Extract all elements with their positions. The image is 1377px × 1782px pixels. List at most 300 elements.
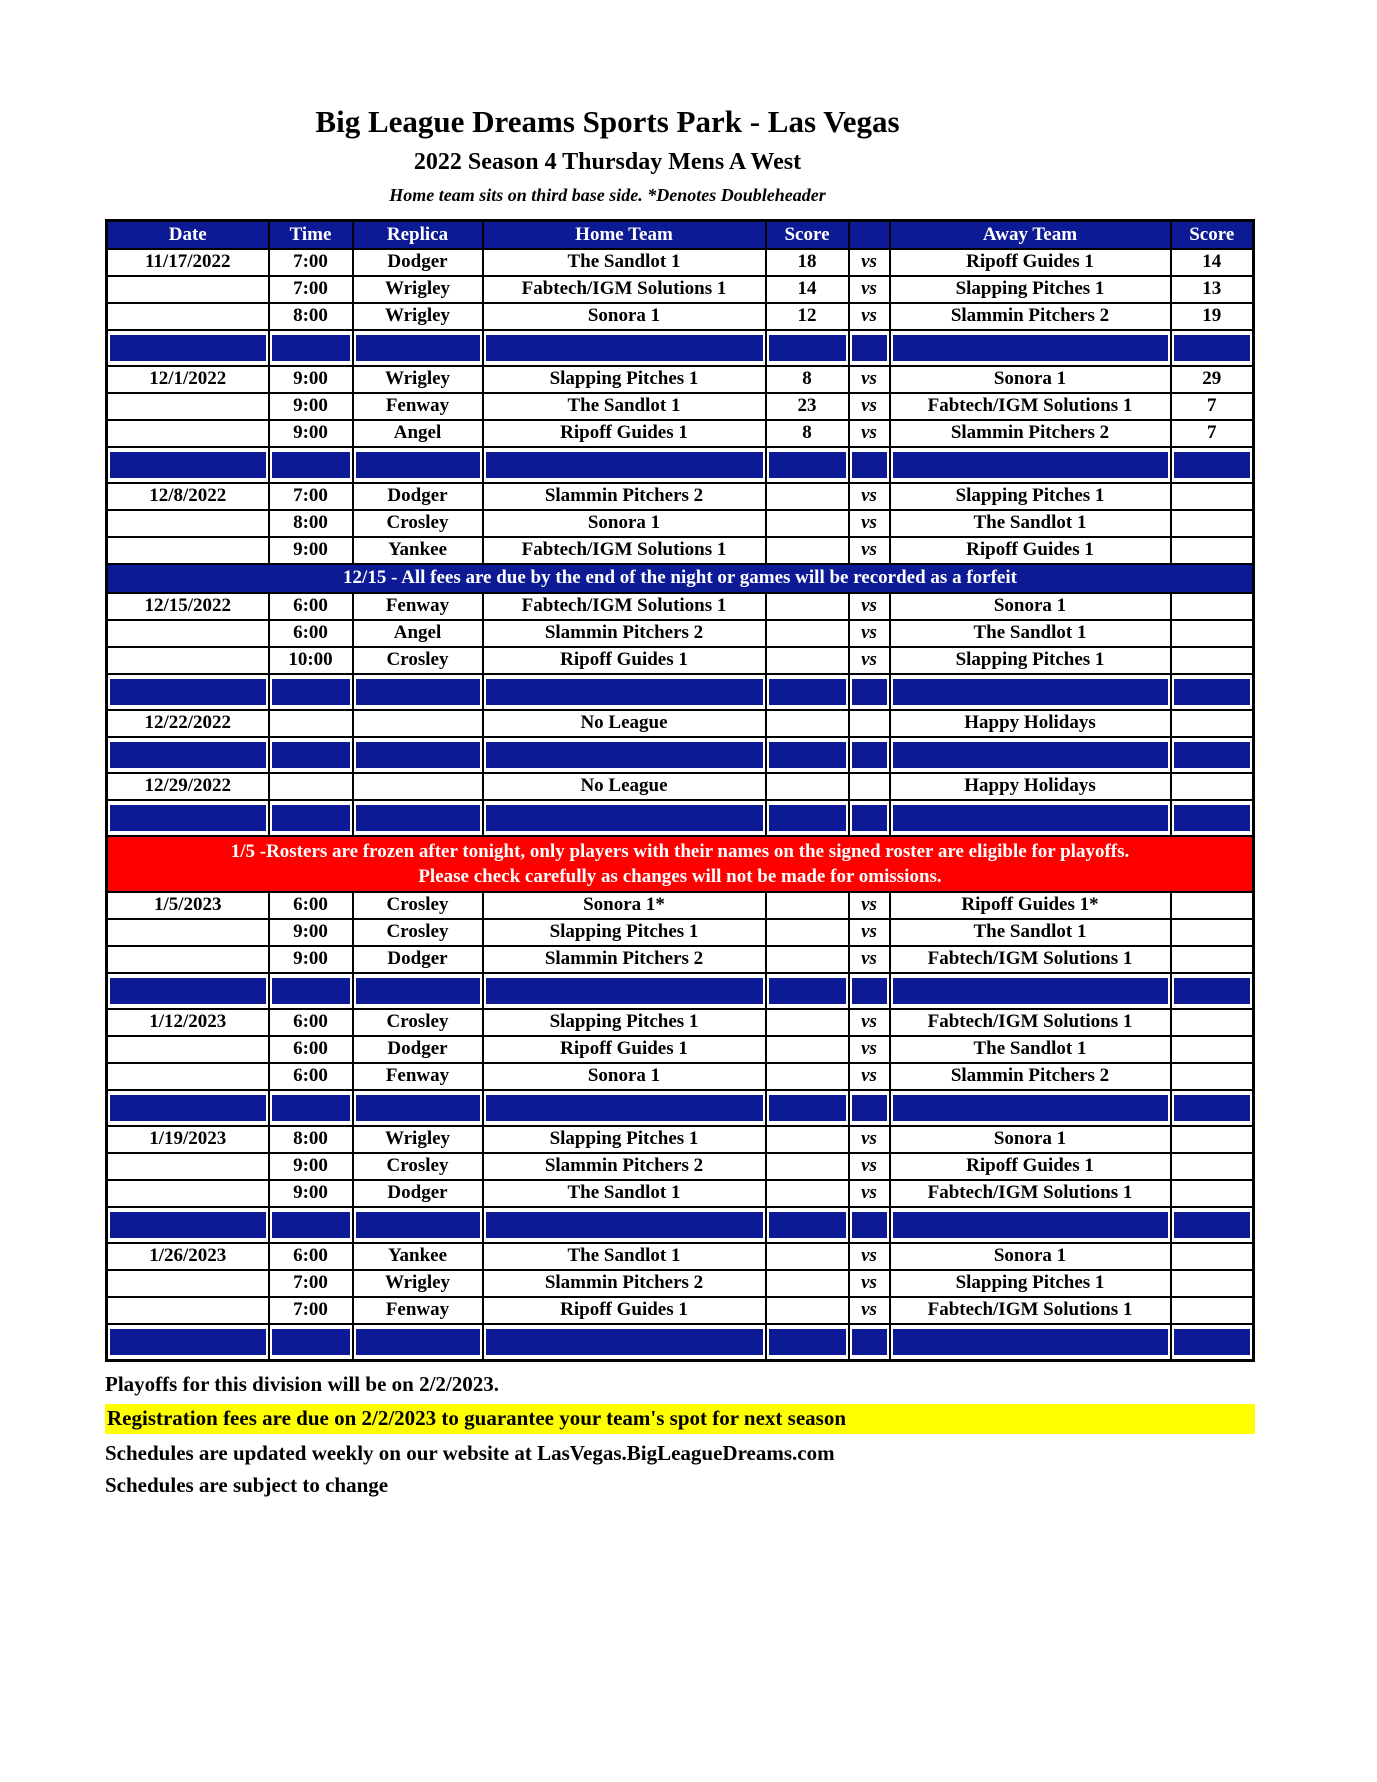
time-cell: 6:00 — [269, 593, 353, 620]
separator-cell — [890, 1090, 1171, 1126]
date-cell — [107, 1180, 269, 1207]
separator-band — [356, 1212, 480, 1238]
away-team-cell: Slapping Pitches 1 — [890, 647, 1171, 674]
separator-cell — [766, 1090, 849, 1126]
time-cell: 7:00 — [269, 483, 353, 510]
separator-cell — [353, 674, 483, 710]
time-cell: 6:00 — [269, 892, 353, 919]
home-score-cell — [766, 1243, 849, 1270]
replica-cell: Fenway — [353, 1297, 483, 1324]
home-team-cell: Slapping Pitches 1 — [483, 1126, 766, 1153]
separator-cell — [849, 674, 890, 710]
time-cell: 6:00 — [269, 1036, 353, 1063]
vs-cell: vs — [849, 1297, 890, 1324]
separator-cell — [107, 1324, 269, 1361]
home-team-cell: Sonora 1* — [483, 892, 766, 919]
separator-cell — [1171, 447, 1254, 483]
away-score-cell: 7 — [1171, 420, 1254, 447]
separator-cell — [483, 1207, 766, 1243]
footer-playoffs-line: Playoffs for this division will be on 2/2/2023. — [105, 1371, 499, 1396]
separator-band — [1174, 679, 1251, 705]
away-team-cell: Fabtech/IGM Solutions 1 — [890, 1009, 1171, 1036]
away-score-cell — [1171, 1270, 1254, 1297]
home-score-cell — [766, 773, 849, 800]
separator-cell — [766, 1207, 849, 1243]
separator-cell — [766, 973, 849, 1009]
date-cell — [107, 1036, 269, 1063]
time-cell: 10:00 — [269, 647, 353, 674]
separator-cell — [107, 1207, 269, 1243]
date-cell: 1/19/2023 — [107, 1126, 269, 1153]
home-score-cell — [766, 1036, 849, 1063]
notice-cell: 12/15 - All fees are due by the end of the night or games will be recorded as a forfeit — [107, 564, 1254, 593]
schedule-table — [105, 219, 1255, 1362]
separator-band — [110, 742, 266, 768]
vs-cell: vs — [849, 946, 890, 973]
separator-band — [110, 978, 266, 1004]
time-cell: 7:00 — [269, 249, 353, 276]
replica-cell: Dodger — [353, 249, 483, 276]
home-score-cell: 14 — [766, 276, 849, 303]
separator-row — [107, 674, 1254, 710]
time-cell: 6:00 — [269, 1063, 353, 1090]
separator-band — [852, 452, 887, 478]
separator-band — [1174, 335, 1251, 361]
replica-cell — [353, 773, 483, 800]
home-team-cell: Slammin Pitchers 2 — [483, 1153, 766, 1180]
separator-band — [852, 1329, 887, 1355]
separator-band — [852, 978, 887, 1004]
page-note: Home team sits on third base side. *Denotes Doubleheader — [389, 184, 826, 205]
vs-cell: vs — [849, 919, 890, 946]
vs-cell: vs — [849, 593, 890, 620]
separator-cell — [107, 1090, 269, 1126]
replica-cell: Wrigley — [353, 366, 483, 393]
separator-cell — [483, 973, 766, 1009]
separator-cell — [849, 800, 890, 836]
away-team-cell: Sonora 1 — [890, 1243, 1171, 1270]
separator-cell — [766, 330, 849, 366]
time-cell: 7:00 — [269, 276, 353, 303]
separator-cell — [483, 447, 766, 483]
separator-band — [893, 335, 1168, 361]
separator-band — [356, 1095, 480, 1121]
home-team-cell: Fabtech/IGM Solutions 1 — [483, 276, 766, 303]
game-row — [107, 510, 1254, 537]
time-cell: 6:00 — [269, 1243, 353, 1270]
home-team-cell: Sonora 1 — [483, 510, 766, 537]
away-score-cell: 14 — [1171, 249, 1254, 276]
date-cell: 12/22/2022 — [107, 710, 269, 737]
home-team-cell: Ripoff Guides 1 — [483, 647, 766, 674]
separator-band — [110, 1095, 266, 1121]
time-cell: 9:00 — [269, 946, 353, 973]
away-team-cell: The Sandlot 1 — [890, 919, 1171, 946]
date-cell — [107, 647, 269, 674]
home-score-cell — [766, 892, 849, 919]
game-row — [107, 892, 1254, 919]
away-team-cell: Ripoff Guides 1 — [890, 537, 1171, 564]
game-row — [107, 620, 1254, 647]
separator-band — [1174, 1212, 1251, 1238]
vs-cell: vs — [849, 483, 890, 510]
separator-band — [272, 1212, 350, 1238]
separator-row — [107, 800, 1254, 836]
banner-row — [107, 836, 1254, 892]
separator-band — [356, 679, 480, 705]
away-team-cell: Slammin Pitchers 2 — [890, 420, 1171, 447]
home-team-cell: Fabtech/IGM Solutions 1 — [483, 593, 766, 620]
separator-cell — [107, 674, 269, 710]
home-team-cell: Slammin Pitchers 2 — [483, 946, 766, 973]
separator-cell — [353, 330, 483, 366]
home-score-cell — [766, 620, 849, 647]
column-header — [849, 220, 890, 249]
replica-cell: Crosley — [353, 647, 483, 674]
vs-cell: vs — [849, 1126, 890, 1153]
away-team-cell: Sonora 1 — [890, 366, 1171, 393]
separator-cell — [849, 737, 890, 773]
replica-cell: Wrigley — [353, 276, 483, 303]
game-row — [107, 1180, 1254, 1207]
date-cell — [107, 620, 269, 647]
date-cell: 1/12/2023 — [107, 1009, 269, 1036]
away-score-cell — [1171, 510, 1254, 537]
separator-band — [272, 742, 350, 768]
separator-cell — [849, 330, 890, 366]
date-cell — [107, 1297, 269, 1324]
away-team-cell: Fabtech/IGM Solutions 1 — [890, 1180, 1171, 1207]
away-score-cell: 7 — [1171, 393, 1254, 420]
separator-cell — [483, 330, 766, 366]
holiday-row — [107, 773, 1254, 800]
game-row — [107, 593, 1254, 620]
time-cell: 7:00 — [269, 1297, 353, 1324]
separator-cell — [1171, 800, 1254, 836]
away-score-cell — [1171, 1036, 1254, 1063]
separator-band — [272, 335, 350, 361]
page-subtitle: 2022 Season 4 Thursday Mens A West — [413, 148, 802, 175]
date-cell — [107, 1063, 269, 1090]
away-score-cell: 19 — [1171, 303, 1254, 330]
separator-cell — [849, 1324, 890, 1361]
home-team-cell: No League — [483, 773, 766, 800]
away-score-cell — [1171, 1297, 1254, 1324]
vs-cell: vs — [849, 1036, 890, 1063]
separator-band — [486, 1212, 763, 1238]
separator-band — [1174, 452, 1251, 478]
home-score-cell — [766, 710, 849, 737]
home-team-cell: Slapping Pitches 1 — [483, 366, 766, 393]
notice-row — [107, 564, 1254, 593]
separator-cell — [890, 973, 1171, 1009]
column-header: Time — [269, 220, 353, 249]
separator-band — [486, 978, 763, 1004]
away-team-cell: Slapping Pitches 1 — [890, 483, 1171, 510]
separator-cell — [483, 1090, 766, 1126]
separator-cell — [269, 447, 353, 483]
separator-cell — [766, 674, 849, 710]
separator-band — [893, 452, 1168, 478]
replica-cell: Fenway — [353, 393, 483, 420]
separator-band — [769, 1329, 846, 1355]
away-team-cell: Slammin Pitchers 2 — [890, 303, 1171, 330]
separator-cell — [890, 447, 1171, 483]
separator-cell — [890, 737, 1171, 773]
separator-band — [852, 679, 887, 705]
away-score-cell — [1171, 1153, 1254, 1180]
away-score-cell — [1171, 1063, 1254, 1090]
separator-band — [486, 805, 763, 831]
separator-cell — [269, 674, 353, 710]
replica-cell: Dodger — [353, 483, 483, 510]
away-score-cell — [1171, 919, 1254, 946]
holiday-row — [107, 710, 1254, 737]
home-score-cell — [766, 1297, 849, 1324]
separator-row — [107, 737, 1254, 773]
home-score-cell — [766, 537, 849, 564]
away-score-cell — [1171, 593, 1254, 620]
game-row — [107, 303, 1254, 330]
separator-cell — [483, 737, 766, 773]
separator-band — [769, 978, 846, 1004]
home-score-cell: 18 — [766, 249, 849, 276]
away-score-cell — [1171, 647, 1254, 674]
separator-cell — [353, 447, 483, 483]
separator-band — [852, 742, 887, 768]
separator-band — [893, 805, 1168, 831]
separator-band — [272, 978, 350, 1004]
vs-cell: vs — [849, 647, 890, 674]
separator-cell — [766, 1324, 849, 1361]
time-cell: 9:00 — [269, 393, 353, 420]
separator-band — [1174, 742, 1251, 768]
away-score-cell — [1171, 1243, 1254, 1270]
table-header-row — [107, 220, 1254, 249]
separator-band — [356, 805, 480, 831]
separator-cell — [849, 1207, 890, 1243]
away-team-cell: Sonora 1 — [890, 1126, 1171, 1153]
away-team-cell: Ripoff Guides 1 — [890, 1153, 1171, 1180]
vs-cell: vs — [849, 620, 890, 647]
game-row — [107, 483, 1254, 510]
separator-band — [110, 805, 266, 831]
vs-cell: vs — [849, 393, 890, 420]
game-row — [107, 1036, 1254, 1063]
replica-cell: Dodger — [353, 1180, 483, 1207]
separator-cell — [849, 447, 890, 483]
separator-band — [1174, 1095, 1251, 1121]
home-score-cell: 8 — [766, 420, 849, 447]
separator-band — [769, 452, 846, 478]
home-score-cell — [766, 483, 849, 510]
separator-cell — [353, 1324, 483, 1361]
game-row — [107, 1009, 1254, 1036]
separator-band — [486, 742, 763, 768]
home-team-cell: Slapping Pitches 1 — [483, 1009, 766, 1036]
separator-band — [893, 1095, 1168, 1121]
vs-cell: vs — [849, 1243, 890, 1270]
home-team-cell: The Sandlot 1 — [483, 393, 766, 420]
away-score-cell — [1171, 946, 1254, 973]
separator-cell — [269, 1090, 353, 1126]
separator-band — [356, 978, 480, 1004]
separator-band — [486, 1329, 763, 1355]
home-team-cell: Slammin Pitchers 2 — [483, 483, 766, 510]
separator-cell — [1171, 1090, 1254, 1126]
separator-band — [272, 1329, 350, 1355]
away-score-cell — [1171, 1009, 1254, 1036]
separator-band — [769, 679, 846, 705]
separator-cell — [890, 674, 1171, 710]
away-team-cell: The Sandlot 1 — [890, 1036, 1171, 1063]
separator-band — [852, 805, 887, 831]
home-score-cell — [766, 510, 849, 537]
separator-cell — [766, 447, 849, 483]
game-row — [107, 946, 1254, 973]
time-cell: 9:00 — [269, 366, 353, 393]
home-score-cell — [766, 919, 849, 946]
home-score-cell: 12 — [766, 303, 849, 330]
time-cell: 9:00 — [269, 420, 353, 447]
replica-cell: Fenway — [353, 1063, 483, 1090]
away-team-cell: Slammin Pitchers 2 — [890, 1063, 1171, 1090]
separator-band — [1174, 978, 1251, 1004]
separator-band — [852, 335, 887, 361]
home-score-cell — [766, 1009, 849, 1036]
separator-band — [769, 1212, 846, 1238]
vs-cell: vs — [849, 537, 890, 564]
separator-cell — [766, 800, 849, 836]
banner-line: 1/5 -Rosters are frozen after tonight, only players with their names on the signed roster are eligible for playoffs. — [230, 840, 1130, 862]
replica-cell — [353, 710, 483, 737]
replica-cell: Crosley — [353, 892, 483, 919]
time-cell: 9:00 — [269, 1153, 353, 1180]
replica-cell: Wrigley — [353, 1126, 483, 1153]
separator-band — [110, 1329, 266, 1355]
footer-registration-highlight: Registration fees are due on 2/2/2023 to guarantee your team's spot for next season — [105, 1404, 1255, 1434]
separator-cell — [269, 330, 353, 366]
separator-cell — [107, 973, 269, 1009]
home-score-cell — [766, 593, 849, 620]
separator-cell — [353, 1090, 483, 1126]
game-row — [107, 249, 1254, 276]
away-score-cell — [1171, 892, 1254, 919]
vs-cell: vs — [849, 510, 890, 537]
separator-cell — [269, 800, 353, 836]
home-score-cell: 8 — [766, 366, 849, 393]
separator-cell — [849, 1090, 890, 1126]
home-score-cell — [766, 946, 849, 973]
separator-band — [356, 335, 480, 361]
separator-band — [356, 1329, 480, 1355]
game-row — [107, 537, 1254, 564]
separator-cell — [269, 737, 353, 773]
date-cell — [107, 946, 269, 973]
replica-cell: Crosley — [353, 510, 483, 537]
away-score-cell — [1171, 620, 1254, 647]
separator-band — [356, 452, 480, 478]
separator-cell — [890, 800, 1171, 836]
separator-band — [486, 452, 763, 478]
separator-cell — [353, 973, 483, 1009]
game-row — [107, 420, 1254, 447]
vs-cell: vs — [849, 892, 890, 919]
replica-cell: Yankee — [353, 1243, 483, 1270]
separator-cell — [1171, 330, 1254, 366]
game-row — [107, 1270, 1254, 1297]
away-team-cell: Fabtech/IGM Solutions 1 — [890, 1297, 1171, 1324]
game-row — [107, 366, 1254, 393]
separator-band — [1174, 805, 1251, 831]
away-score-cell — [1171, 1126, 1254, 1153]
vs-cell: vs — [849, 1270, 890, 1297]
date-cell — [107, 1153, 269, 1180]
vs-cell: vs — [849, 420, 890, 447]
separator-row — [107, 1324, 1254, 1361]
column-header: Home Team — [483, 220, 766, 249]
date-cell — [107, 510, 269, 537]
vs-cell: vs — [849, 1009, 890, 1036]
time-cell: 8:00 — [269, 1126, 353, 1153]
separator-row — [107, 447, 1254, 483]
replica-cell: Angel — [353, 420, 483, 447]
banner-line: Please check carefully as changes will not be made for omissions. — [418, 865, 942, 887]
vs-cell — [849, 773, 890, 800]
separator-cell — [107, 447, 269, 483]
game-row — [107, 1063, 1254, 1090]
date-cell: 12/29/2022 — [107, 773, 269, 800]
time-cell: 7:00 — [269, 1270, 353, 1297]
away-team-cell: Fabtech/IGM Solutions 1 — [890, 393, 1171, 420]
date-cell — [107, 276, 269, 303]
home-score-cell — [766, 1153, 849, 1180]
separator-band — [769, 742, 846, 768]
separator-cell — [483, 674, 766, 710]
column-header: Replica — [353, 220, 483, 249]
away-team-cell: Sonora 1 — [890, 593, 1171, 620]
separator-cell — [107, 737, 269, 773]
home-team-cell: Slammin Pitchers 2 — [483, 1270, 766, 1297]
separator-cell — [483, 800, 766, 836]
separator-band — [769, 805, 846, 831]
separator-band — [486, 1095, 763, 1121]
separator-cell — [1171, 973, 1254, 1009]
date-cell — [107, 537, 269, 564]
separator-cell — [1171, 1207, 1254, 1243]
home-team-cell: The Sandlot 1 — [483, 249, 766, 276]
vs-cell: vs — [849, 1063, 890, 1090]
header-block — [105, 0, 1110, 206]
separator-band — [272, 452, 350, 478]
date-cell: 12/1/2022 — [107, 366, 269, 393]
date-cell: 12/8/2022 — [107, 483, 269, 510]
column-header: Score — [766, 220, 849, 249]
separator-cell — [890, 330, 1171, 366]
home-team-cell: The Sandlot 1 — [483, 1243, 766, 1270]
replica-cell: Crosley — [353, 1009, 483, 1036]
separator-band — [893, 742, 1168, 768]
separator-cell — [107, 800, 269, 836]
time-cell: 6:00 — [269, 1009, 353, 1036]
date-cell: 1/26/2023 — [107, 1243, 269, 1270]
separator-band — [852, 1095, 887, 1121]
away-team-cell: Ripoff Guides 1 — [890, 249, 1171, 276]
time-cell: 9:00 — [269, 1180, 353, 1207]
replica-cell: Wrigley — [353, 1270, 483, 1297]
date-cell: 12/15/2022 — [107, 593, 269, 620]
date-cell: 1/5/2023 — [107, 892, 269, 919]
